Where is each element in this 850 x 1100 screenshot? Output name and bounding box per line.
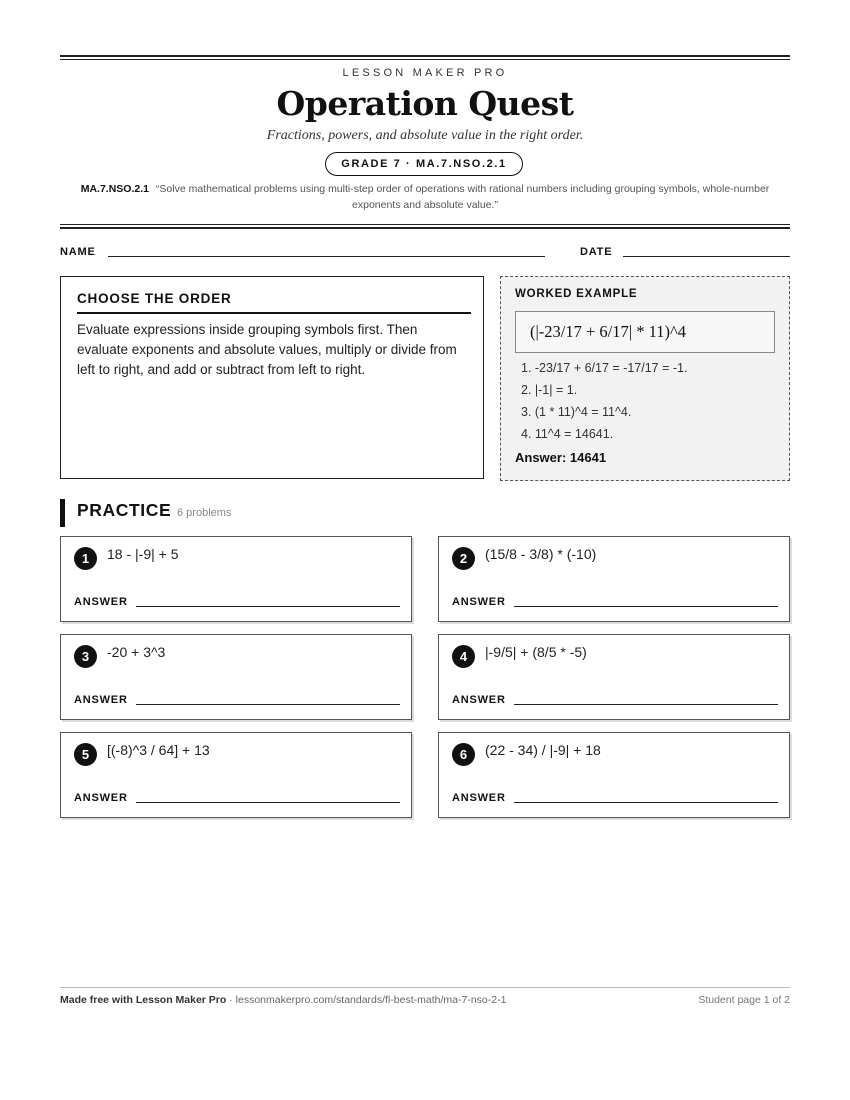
answer-line[interactable] (514, 802, 778, 803)
worked-example-step: 3. (1 * 11)^4 = 11^4. (521, 405, 632, 419)
worked-example-answer: Answer: 14641 (515, 450, 607, 465)
answer-label: ANSWER (74, 792, 128, 804)
order-box-text: Evaluate expressions inside grouping symbols first. Then evaluate exponents and absolute values, multiply or divide from left to right, and add or subtract from left to right. (77, 322, 457, 377)
answer-line[interactable] (136, 704, 400, 705)
header-top-rule (60, 55, 790, 57)
answer-label: ANSWER (452, 792, 506, 804)
problem-expression: |-9/5| + (8/5 * -5) (485, 644, 587, 660)
date-label: DATE (580, 246, 613, 258)
footer-credit (60, 994, 506, 1006)
date-line[interactable] (623, 256, 790, 257)
problem-number-badge: 4 (452, 645, 475, 668)
practice-count: 6 problems (177, 507, 232, 519)
worked-example-box (500, 276, 790, 481)
footer-made-with: Made free with Lesson Maker Pro (60, 994, 227, 1006)
worked-example-title: WORKED EXAMPLE (515, 288, 638, 300)
footer-rule (60, 987, 790, 988)
answer-label: ANSWER (74, 596, 128, 608)
answer-label: ANSWER (74, 694, 128, 706)
practice-accent-bar (60, 499, 65, 527)
header-bottom-rule-thin (60, 224, 790, 225)
answer-line[interactable] (136, 606, 400, 607)
problem-number-badge: 6 (452, 743, 475, 766)
worksheet-title: Operation Quest (276, 84, 574, 123)
header-bottom-rule (60, 227, 790, 229)
problem-card-2 (438, 536, 790, 622)
problem-number-badge: 3 (74, 645, 97, 668)
problem-card-6 (438, 732, 790, 818)
footer-page-number: Student page 1 of 2 (698, 994, 790, 1006)
standard-description (62, 181, 788, 213)
worked-example-steps (515, 359, 785, 447)
answer-line[interactable] (136, 802, 400, 803)
problem-number-badge: 2 (452, 547, 475, 570)
worked-example-step: 2. |-1| = 1. (521, 383, 578, 397)
problem-expression: (15/8 - 3/8) * (-10) (485, 546, 597, 562)
practice-heading: PRACTICE (77, 500, 172, 520)
problem-expression: [(-8)^3 / 64] + 13 (107, 742, 210, 758)
header-top-rule-thin (60, 59, 790, 60)
footer-url-link[interactable]: lessonmakerpro.com/standards/fl-best-math/ma-7-nso-2-1 (235, 994, 507, 1006)
order-box-rule (77, 312, 471, 314)
worked-example-expression: (|-23/17 + 6/17| * 11)^4 (515, 311, 775, 353)
answer-line[interactable] (514, 704, 778, 705)
answer-line[interactable] (514, 606, 778, 607)
problem-expression: 18 - |-9| + 5 (107, 546, 179, 562)
order-box-title: CHOOSE THE ORDER (77, 291, 232, 306)
problem-number-badge: 1 (74, 547, 97, 570)
name-label: NAME (60, 246, 96, 258)
problem-expression: (22 - 34) / |-9| + 18 (485, 742, 601, 758)
problem-card-4 (438, 634, 790, 720)
problem-card-5 (60, 732, 412, 818)
standard-text: “Solve mathematical problems using multi-step order of operations with rational numbers including grouping symbols, whole-number exponents and absolute value.” (155, 183, 770, 211)
worked-example-step: 1. -23/17 + 6/17 = -17/17 = -1. (521, 361, 688, 375)
standard-code: MA.7.NSO.2.1 (80, 183, 149, 195)
problem-card-1 (60, 536, 412, 622)
footer-separator: · (226, 994, 236, 1006)
worked-example-step: 4. 11^4 = 14641. (521, 427, 614, 441)
order-of-operations-box (60, 276, 484, 479)
grade-badge: GRADE 7 · MA.7.NSO.2.1 (325, 152, 523, 176)
answer-label: ANSWER (452, 694, 506, 706)
problem-card-3 (60, 634, 412, 720)
worksheet-subtitle: Fractions, powers, and absolute value in the right order. (266, 128, 584, 143)
problem-number-badge: 5 (74, 743, 97, 766)
answer-label: ANSWER (452, 596, 506, 608)
problem-expression: -20 + 3^3 (107, 644, 166, 660)
brand-name: LESSON MAKER PRO (342, 67, 508, 79)
name-line[interactable] (108, 256, 545, 257)
